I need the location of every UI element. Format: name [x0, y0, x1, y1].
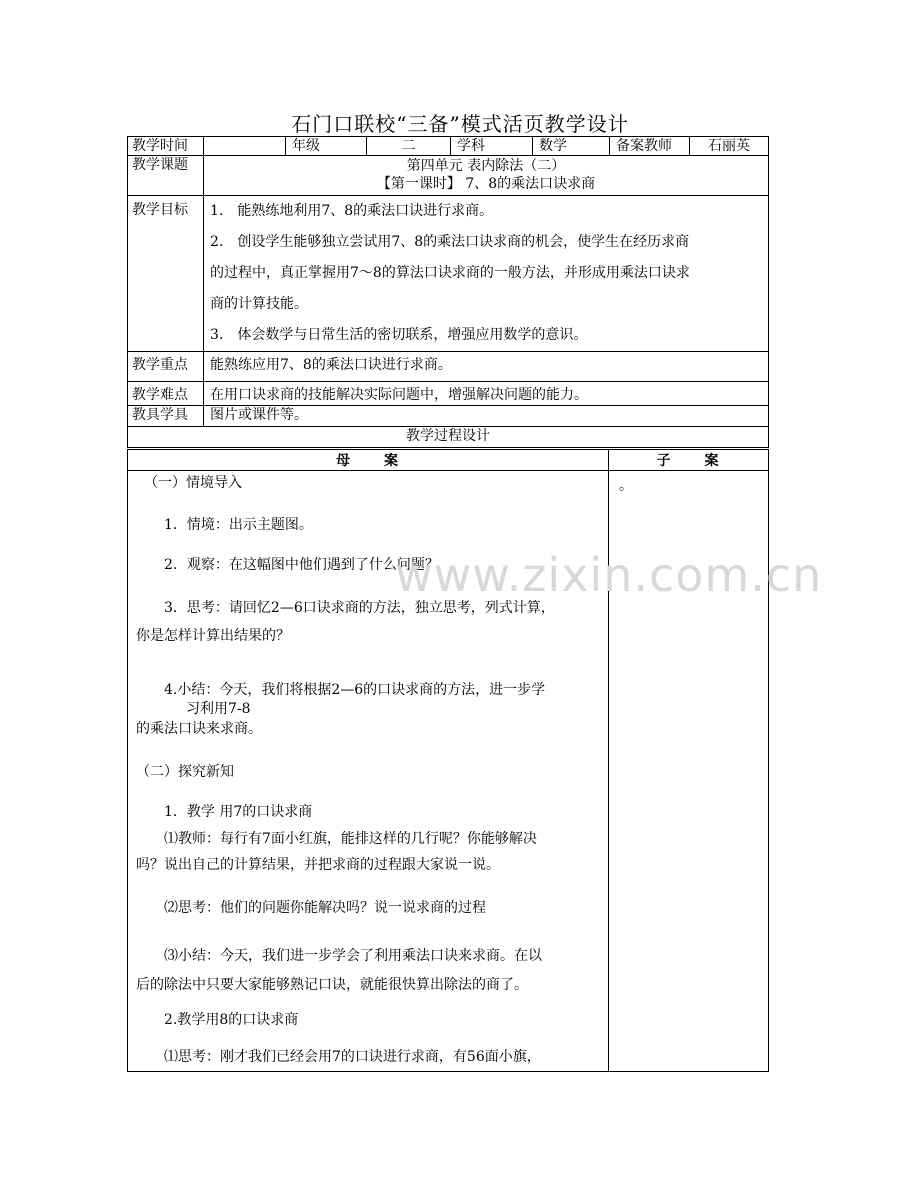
- child-plan-note: 。: [619, 478, 633, 494]
- teacher-value: 石丽英: [690, 137, 769, 156]
- goal-line: 3. 体会数学与日常生活的密切联系，增强应用数学的意识。: [210, 327, 588, 343]
- plan-line: ⑶小结：今天，我们进一步学会了利用乘法口诀来求商。在以: [164, 948, 542, 964]
- tools-label: 教具学具: [128, 406, 204, 427]
- plan-line: 的乘法口诀来求商。: [136, 721, 262, 737]
- goal-line: 商的计算技能。: [210, 296, 308, 312]
- time-label: 教学时间: [128, 137, 204, 156]
- process-table: [127, 449, 769, 1072]
- goal-line: 1. 能熟练地利用7、8的乘法口诀进行求商。: [210, 203, 494, 219]
- child-plan-header: 子 案: [609, 450, 769, 471]
- time-value: [204, 137, 286, 156]
- watermark: www.zixin.com.cn: [395, 548, 823, 602]
- topic-line-2: 【第一课时】 7、8的乘法口诀求商: [376, 176, 596, 192]
- plan-line: 习利用7-8: [186, 701, 251, 717]
- section-heading: （二）探究新知: [136, 764, 234, 780]
- tools-row: [128, 406, 769, 427]
- plan-line: 1．教学 用7的口诀求商: [164, 804, 313, 820]
- page-title: 石门口联校“三备”模式活页教学设计: [291, 112, 629, 136]
- goal-line: 的过程中，真正掌握用7～8的算法口诀求商的一般方法，并形成用乘法口诀求: [210, 265, 690, 281]
- key-point-value: 能熟练应用7、8的乘法口诀进行求商。: [204, 352, 769, 382]
- goals-label: 教学目标: [128, 196, 204, 352]
- plan-line: 吗？说出自己的计算结果，并把求商的过程跟大家说一说。: [136, 857, 500, 873]
- key-point-label: 教学重点: [128, 352, 204, 382]
- grade-value: 二: [367, 137, 451, 156]
- process-title-row: [128, 427, 769, 448]
- section-heading: （一）情境导入: [144, 475, 242, 491]
- difficulty-value: 在用口诀求商的技能解决实际问题中，增强解决问题的能力。: [204, 382, 769, 406]
- tools-value: 图片或课件等。: [204, 406, 769, 427]
- plan-line: 你是怎样计算出结果的？: [136, 628, 290, 644]
- goal-line: 2. 创设学生能够独立尝试用7、8的乘法口诀求商的机会，使学生在经历求商: [210, 234, 690, 250]
- plan-line: ⑵思考：他们的问题你能解决吗？说一说求商的过程: [164, 900, 486, 916]
- plan-line: 2．观察：在这幅图中他们遇到了什么问题？: [164, 557, 439, 573]
- process-header-row: [128, 450, 769, 471]
- process-title: 教学过程设计: [128, 427, 769, 448]
- lesson-info-table: [127, 136, 769, 448]
- plan-line: ⑴思考：刚才我们已经会用7的口诀进行求商，有56面小旗，: [164, 1049, 541, 1065]
- goals-row: [128, 196, 769, 352]
- difficulty-row: [128, 382, 769, 406]
- plan-line: 1．情境：出示主题图。: [164, 517, 313, 533]
- subject-label: 学科: [451, 137, 533, 156]
- plan-line: 4.小结：今天，我们将根据2—6的口诀求商的方法，进一步学: [164, 682, 546, 698]
- key-point-row: [128, 352, 769, 382]
- difficulty-label: 教学难点: [128, 382, 204, 406]
- header-row: [128, 137, 769, 156]
- plan-line: 后的除法中只要大家能够熟记口诀，就能很快算出除法的商了。: [136, 977, 528, 993]
- teacher-label: 备案教师: [610, 137, 690, 156]
- grade-label: 年级: [286, 137, 367, 156]
- topic-line-1: 第四单元 表内除法（二）: [406, 158, 566, 174]
- mother-plan-header: 母 案: [128, 450, 609, 471]
- plan-line: 3．思考：请回忆2—6口诀求商的方法，独立思考，列式计算，: [164, 600, 555, 616]
- topic-label: 教学课题: [128, 156, 204, 196]
- subject-value: 数学: [533, 137, 610, 156]
- topic-row: [128, 156, 769, 196]
- plan-line: 2.教学用8的口诀求商: [164, 1012, 299, 1028]
- plan-line: ⑴教师：每行有7面小红旗，能排这样的几行呢？你能够解决: [164, 831, 537, 847]
